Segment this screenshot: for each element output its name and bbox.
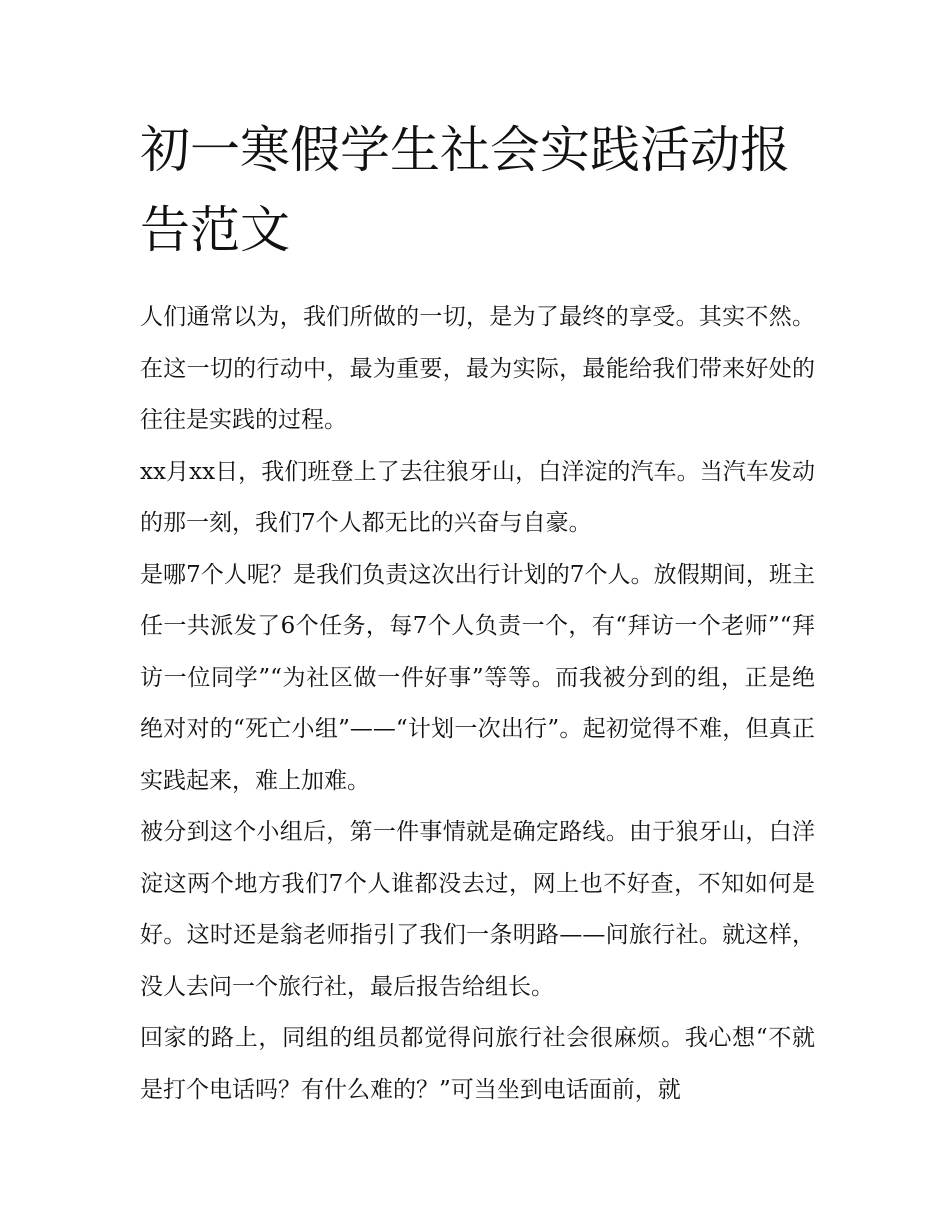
document-title: 初一寒假学生社会实践活动报告范文 xyxy=(140,121,790,259)
paragraph-4: 被分到这个小组后，第一件事情就是确定路线。由于狼牙山，白洋淀这两个地方我们7个人谁都没去过，网上也不好查，不知如何是好。这时还是翁老师指引了我们一条明路——问旅行社。就这样，没人去问一个旅行社，最后报告给组长。 xyxy=(140,819,815,1000)
paragraph-2: xx月xx日，我们班登上了去往狼牙山，白洋淀的汽车。当汽车发动的那一刻，我们7个人都无比的兴奋与自豪。 xyxy=(140,458,815,536)
paragraph-1: 人们通常以为，我们所做的一切，是为了最终的享受。其实不然。在这一切的行动中，最为重要，最为实际，最能给我们带来好处的往往是实践的过程。 xyxy=(140,304,815,433)
paragraph-3: 是哪7个人呢？是我们负责这次出行计划的7个人。放假期间，班主任一共派发了6个任务，每7个人负责一个，有“拜访一个老师”“拜访一位同学”“为社区做一件好事”等等。而我被分到的组，正是绝绝对对的“死亡小组”——“计划一次出行”。起初觉得不难，但真正实践起来，难上加难。 xyxy=(140,561,815,794)
document-body xyxy=(140,110,815,1116)
paragraph-5: 回家的路上，同组的组员都觉得问旅行社会很麻烦。我心想“不就是打个电话吗？有什么难的？”可当坐到电话面前，就 xyxy=(140,1025,815,1103)
